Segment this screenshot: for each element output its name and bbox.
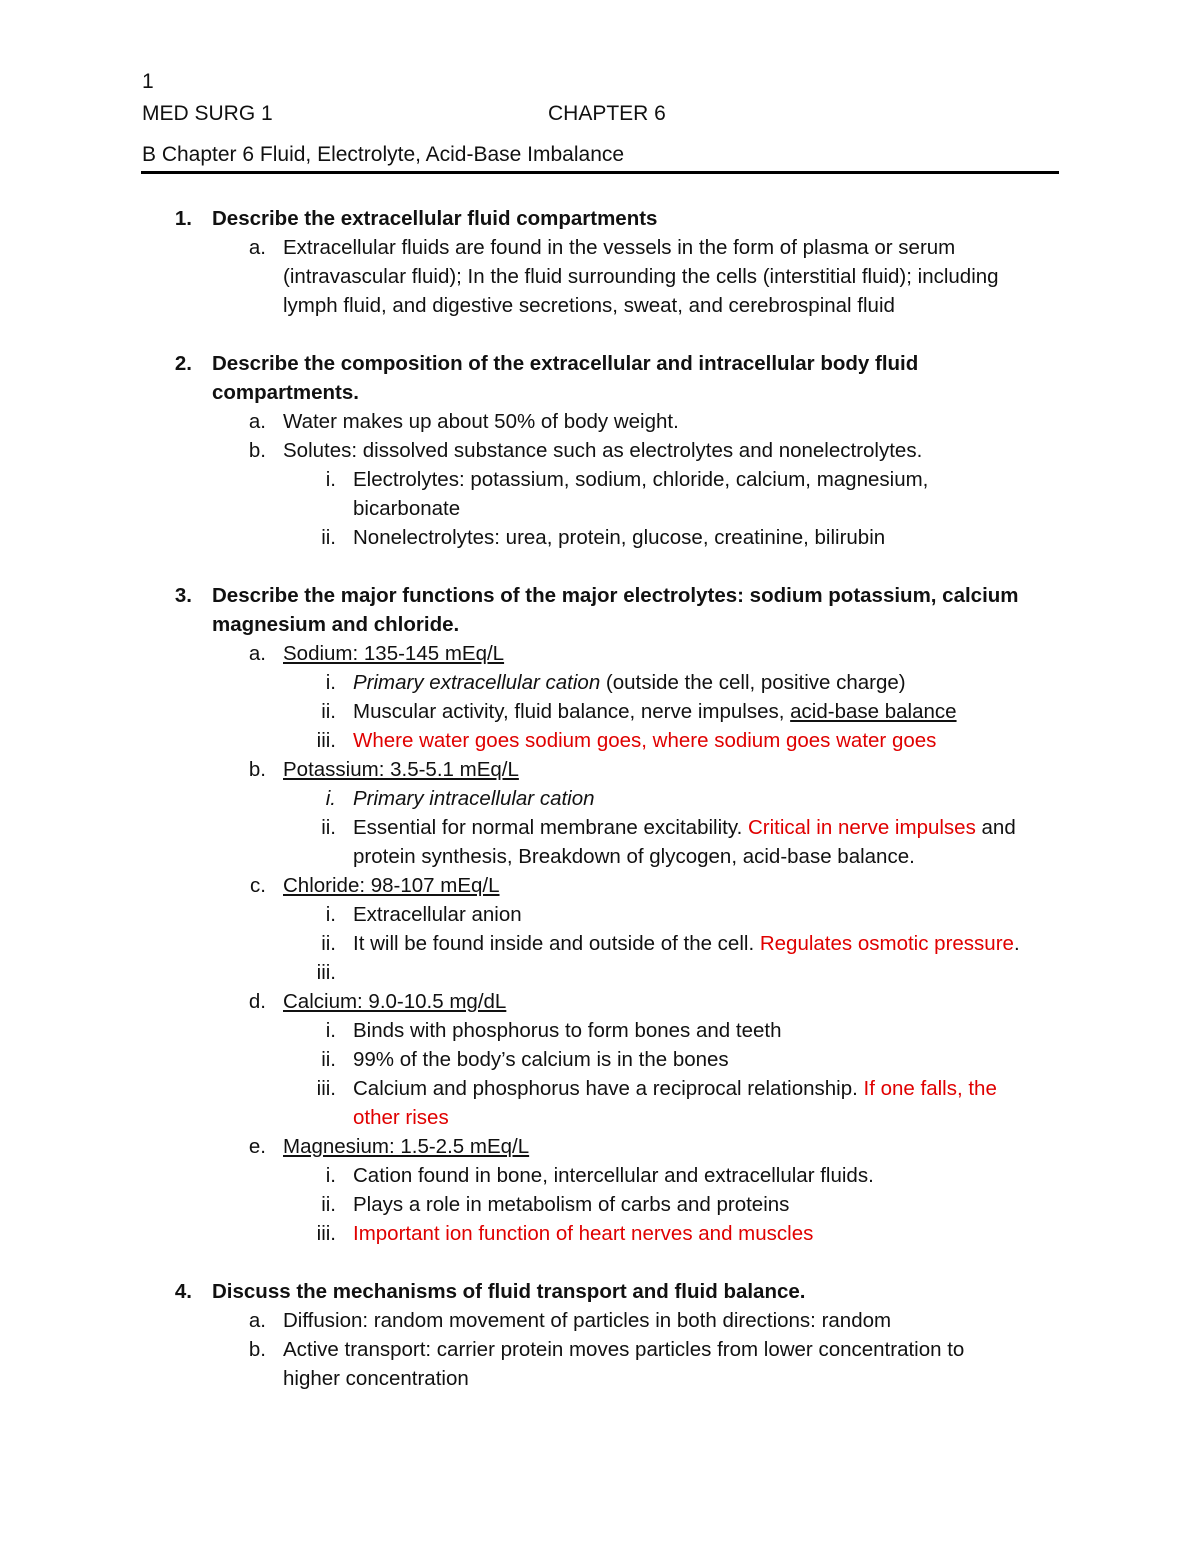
item-text: Extracellular fluids are found in the vessels in the form of plasma or serum	[283, 236, 956, 259]
list-marker: b.	[248, 1338, 266, 1361]
sub-list-item	[0, 784, 1200, 813]
list-marker: ii.	[321, 700, 336, 723]
list-item-continuation	[0, 291, 1200, 320]
electrolyte-magnesium	[0, 1132, 1200, 1161]
question-4	[0, 1277, 1200, 1306]
spacer	[0, 1248, 1200, 1277]
list-item	[0, 1335, 1200, 1364]
electrolyte-chloride	[0, 871, 1200, 900]
list-marker: a.	[248, 236, 266, 259]
plain-text: .	[1013, 932, 1020, 955]
item-text	[353, 697, 957, 726]
highlight-text: Important ion function of heart nerves and muscles	[353, 1222, 814, 1245]
item-text: lymph fluid, and digestive secretions, sweat, and cerebrospinal fluid	[283, 294, 895, 317]
item-text: Plays a role in metabolism of carbs and proteins	[353, 1193, 790, 1216]
highlight-text: other rises	[353, 1106, 449, 1129]
electrolyte-calcium	[0, 987, 1200, 1016]
electrolyte-heading: Chloride: 98-107 mEq/L	[283, 874, 500, 897]
document-title: B Chapter 6 Fluid, Electrolyte, Acid-Base Imbalance	[142, 143, 625, 166]
sub-list-item	[0, 1190, 1200, 1219]
sub-list-item	[0, 813, 1200, 842]
underlined-text: acid-base balance	[790, 700, 957, 723]
chapter-header: CHAPTER 6	[548, 102, 666, 125]
list-marker: 3.	[174, 584, 192, 607]
list-marker: b.	[248, 439, 266, 462]
question-title: Describe the extracellular fluid compartments	[212, 207, 658, 230]
list-marker: i.	[325, 1164, 336, 1187]
item-text: higher concentration	[283, 1367, 469, 1390]
sub-list-item-continuation	[0, 842, 1200, 871]
item-text: protein synthesis, Breakdown of glycogen, acid-base balance.	[353, 845, 915, 868]
question-1	[0, 204, 1200, 233]
list-marker: a.	[248, 642, 266, 665]
list-marker: ii.	[321, 1048, 336, 1071]
list-marker: b.	[248, 758, 266, 781]
list-marker: ii.	[321, 1193, 336, 1216]
question-title-continuation	[0, 610, 1200, 639]
course-header: MED SURG 1	[142, 102, 273, 125]
electrolyte-heading: Potassium: 3.5-5.1 mEq/L	[283, 758, 519, 781]
sub-list-item	[0, 929, 1200, 958]
list-marker: i.	[325, 671, 336, 694]
item-text	[353, 929, 1020, 958]
question-title: Describe the composition of the extracellular and intracellular body fluid	[212, 352, 919, 375]
question-title: Describe the major functions of the major electrolytes: sodium potassium, calcium	[212, 584, 1019, 607]
list-marker: i.	[325, 1019, 336, 1042]
item-text	[353, 813, 1016, 842]
item-text: Active transport: carrier protein moves particles from lower concentration to	[283, 1338, 965, 1361]
electrolyte-heading: Sodium: 135-145 mEq/L	[283, 642, 505, 665]
item-text: Diffusion: random movement of particles in both directions: random	[283, 1309, 892, 1332]
question-3	[0, 581, 1200, 610]
item-text: Nonelectrolytes: urea, protein, glucose, creatinine, bilirubin	[353, 526, 886, 549]
header-rule	[141, 171, 1059, 174]
list-marker: e.	[248, 1135, 266, 1158]
item-text: Water makes up about 50% of body weight.	[283, 410, 679, 433]
list-marker: ii.	[321, 816, 336, 839]
sub-list-item	[0, 697, 1200, 726]
list-item-continuation	[0, 1364, 1200, 1393]
list-marker: ii.	[321, 932, 336, 955]
item-text: Cation found in bone, intercellular and extracellular fluids.	[353, 1164, 874, 1187]
list-item	[0, 436, 1200, 465]
list-marker: i.	[325, 787, 336, 810]
list-item-continuation	[0, 262, 1200, 291]
list-marker: d.	[248, 990, 266, 1013]
list-item	[0, 1306, 1200, 1335]
item-text	[353, 1074, 997, 1103]
sub-list-item	[0, 1219, 1200, 1248]
list-marker: iii.	[316, 1222, 336, 1245]
sub-list-item	[0, 668, 1200, 697]
item-text: (intravascular fluid); In the fluid surrounding the cells (interstitial fluid); including	[283, 265, 999, 288]
item-text: Extracellular anion	[353, 903, 522, 926]
sub-list-item	[0, 465, 1200, 494]
highlight-text: If one falls, the	[863, 1077, 997, 1100]
sub-list-item-continuation	[0, 1103, 1200, 1132]
question-title: magnesium and chloride.	[212, 613, 460, 636]
question-title: Discuss the mechanisms of fluid transport and fluid balance.	[212, 1280, 806, 1303]
list-marker: ii.	[321, 526, 336, 549]
item-text: bicarbonate	[353, 497, 461, 520]
highlight-text: Where water goes sodium goes, where sodium goes water goes	[353, 729, 937, 752]
item-text: Binds with phosphorus to form bones and teeth	[353, 1019, 782, 1042]
plain-text: It will be found inside and outside of the cell.	[353, 932, 760, 955]
plain-text: and	[975, 816, 1016, 839]
sub-list-item-continuation	[0, 494, 1200, 523]
list-marker: iii.	[316, 1077, 336, 1100]
sub-list-item	[0, 1045, 1200, 1074]
list-marker: i.	[325, 468, 336, 491]
italic-text: Primary intracellular cation	[353, 787, 595, 810]
list-item	[0, 233, 1200, 262]
plain-text: Essential for normal membrane excitability.	[353, 816, 748, 839]
sub-list-item	[0, 1074, 1200, 1103]
plain-text: (outside the cell, positive charge)	[600, 671, 906, 694]
spacer	[0, 552, 1200, 581]
electrolyte-heading: Magnesium: 1.5-2.5 mEq/L	[283, 1135, 530, 1158]
list-marker: i.	[325, 903, 336, 926]
page-number: 1	[142, 70, 154, 93]
item-text	[353, 668, 906, 697]
question-title: compartments.	[212, 381, 359, 404]
item-text: Solutes: dissolved substance such as electrolytes and nonelectrolytes.	[283, 439, 923, 462]
electrolyte-potassium	[0, 755, 1200, 784]
list-marker: 4.	[174, 1280, 192, 1303]
highlight-text: Critical in nerve impulses	[747, 816, 976, 839]
plain-text: Muscular activity, fluid balance, nerve impulses,	[353, 700, 791, 723]
electrolyte-sodium	[0, 639, 1200, 668]
list-marker: iii.	[316, 961, 336, 984]
sub-list-item	[0, 726, 1200, 755]
item-text: Electrolytes: potassium, sodium, chloride, calcium, magnesium,	[353, 468, 929, 491]
question-title-continuation	[0, 378, 1200, 407]
list-marker: iii.	[316, 729, 336, 752]
question-2	[0, 349, 1200, 378]
italic-text: Primary extracellular cation	[353, 671, 601, 694]
list-marker: 2.	[174, 352, 192, 375]
list-item	[0, 407, 1200, 436]
highlight-text: Regulates osmotic pressure	[759, 932, 1014, 955]
sub-list-item-empty	[0, 958, 1200, 987]
plain-text: Calcium and phosphorus have a reciprocal relationship.	[353, 1077, 864, 1100]
sub-list-item	[0, 1161, 1200, 1190]
sub-list-item	[0, 900, 1200, 929]
electrolyte-heading: Calcium: 9.0-10.5 mg/dL	[283, 990, 507, 1013]
spacer	[0, 320, 1200, 349]
sub-list-item	[0, 1016, 1200, 1045]
item-text: 99% of the body’s calcium is in the bones	[353, 1048, 729, 1071]
list-marker: c.	[250, 874, 266, 897]
sub-list-item	[0, 523, 1200, 552]
list-marker: a.	[248, 410, 266, 433]
outline-content	[0, 204, 1200, 1393]
list-marker: 1.	[174, 207, 192, 230]
list-marker: a.	[248, 1309, 266, 1332]
